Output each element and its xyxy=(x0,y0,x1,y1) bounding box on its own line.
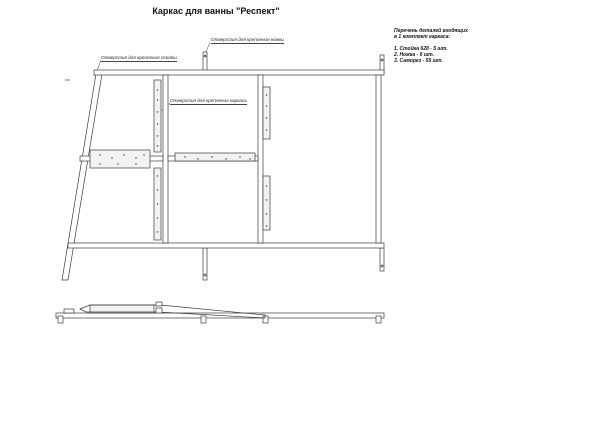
side-view-leg xyxy=(263,316,268,323)
leg-bolt xyxy=(381,265,383,267)
parts-list-item-legs: 2. Ножка - 6 шт. xyxy=(394,52,435,58)
parts-list-header-line1: Перечень деталей входящих xyxy=(394,28,468,34)
side-view xyxy=(56,302,384,323)
side-view-bracket xyxy=(156,302,162,306)
bottom-rail xyxy=(68,243,384,248)
label-holes-legs: Отверстия для крепления ножки xyxy=(211,37,284,42)
leg-right-bottom xyxy=(380,248,384,271)
post-middle-left xyxy=(163,75,168,243)
top-rail xyxy=(94,70,384,75)
mounting-plate xyxy=(154,80,161,152)
drawing-title: Каркас для ванны "Респект" xyxy=(152,6,280,16)
side-view-leg xyxy=(58,316,63,323)
leg-bolt xyxy=(204,274,206,276)
label-holes-post: Отверстия для крепления стойки xyxy=(101,55,177,60)
side-view-foot xyxy=(64,309,74,313)
angled-post xyxy=(62,74,102,280)
label-holes-frame: Отверстия для крепления каркаса xyxy=(170,98,247,103)
parts-list-header-line2: в 1 комплект каркаса: xyxy=(394,34,451,40)
leader-holes-post xyxy=(97,60,101,71)
parts-list-item-posts: 1. Стойка 628 - 5 шт. xyxy=(394,46,448,52)
mounting-plate xyxy=(263,176,270,230)
mounting-plate xyxy=(175,153,255,161)
parts-list-item-screws: 3. Саморез - 55 шт. xyxy=(394,58,443,64)
side-view-leg xyxy=(376,316,381,323)
side-view-bracket xyxy=(156,308,162,313)
mounting-plate xyxy=(90,150,150,168)
leg-bolt xyxy=(381,59,383,61)
post-right xyxy=(376,75,381,243)
leader-holes-legs xyxy=(206,42,210,52)
post-middle-right xyxy=(258,75,263,243)
leg-bolt xyxy=(204,55,206,57)
leader-lines xyxy=(97,42,210,112)
side-view-leg xyxy=(201,316,206,323)
